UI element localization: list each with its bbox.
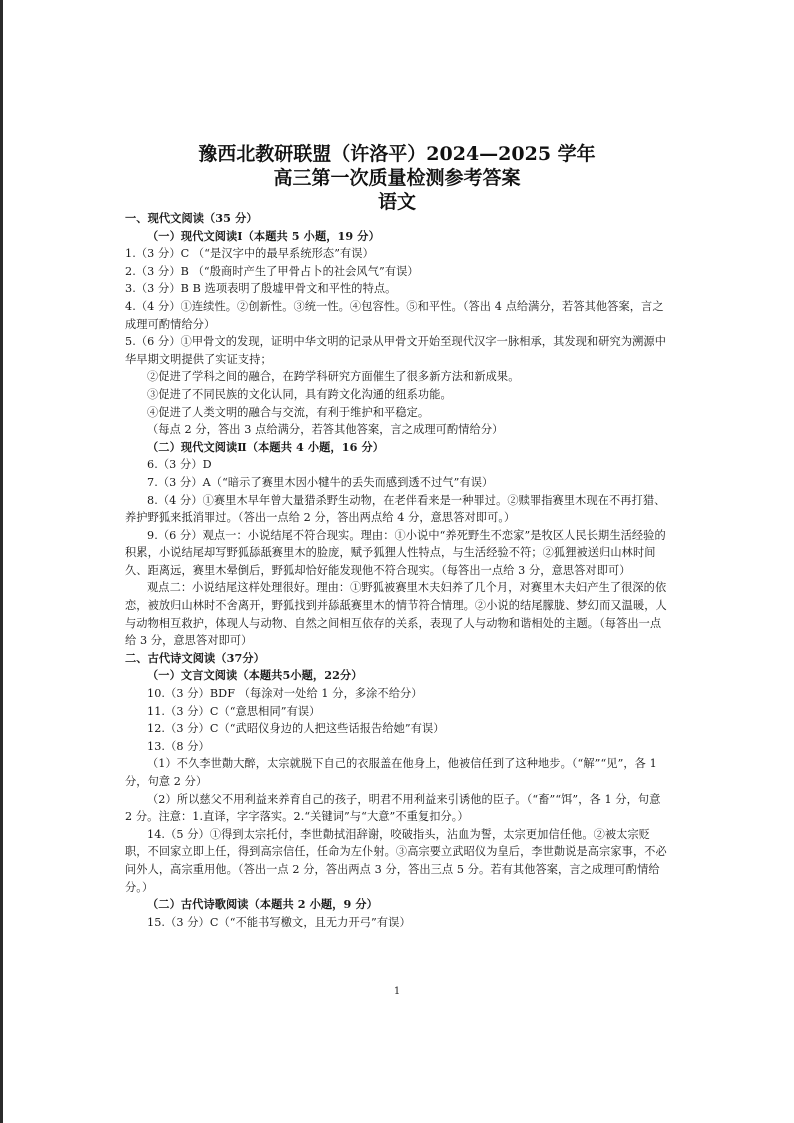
subsection-heading-reading-2: （二）现代文阅读Ⅱ（本题共 4 小题，16 分） bbox=[147, 439, 385, 454]
answer-q8: 8.（4 分）①赛里木早年曾大量猎杀野生动物，在老伴看来是一种罪过。②赎罪指赛里木现在不再打猎、养护野狐来抵消罪过。（答出一点给 2 分，答出两点给 4 分，意思答对即可。） bbox=[125, 493, 666, 525]
answer-body bbox=[125, 210, 670, 931]
answer-q5: 5.（6 分）①甲骨文的发现，证明中华文明的记录从甲骨文开始至现代汉字一脉相承，其发现和研究为溯源中华早期文明提供了实证支持； bbox=[125, 335, 666, 366]
section-heading-modern-reading: 一、现代文阅读（35 分） bbox=[125, 211, 258, 225]
answer-q15: 15.（3 分）C（“不能书写檄文，且无力开弓”有误） bbox=[147, 915, 411, 929]
answer-q13-part-2: （2）所以慈父不用利益来养育自己的孩子，明君不用利益来引诱他的臣子。（“畜”“饵”，各 1 分，句意 2 分。注意：1.直译，字字落实。2.“关键词”与“大意”不重复扣分。） bbox=[125, 792, 661, 824]
answer-q9-view-1: 9.（6 分）观点一：小说结尾不符合现实。理由：①小说中“养死野生不恋家”是牧区人民长期生活经验的积累，小说结尾却写野狐舔舐赛里木的脸庞，赋予狐狸人性特点，与生活经验不符；②狐狸被送归山林时间久、距离远，赛里木晕倒后，野狐却恰好能发现他不符合现实。（每答出一点给 3 分，意思答对即可） bbox=[125, 528, 666, 577]
answer-q12: 12.（3 分）C（“武昭仪身边的人把这些话报告给她”有误） bbox=[147, 722, 445, 736]
answer-q5-point-2: ②促进了学科之间的融合，在跨学科研究方面催生了很多新方法和新成果。 bbox=[147, 370, 520, 384]
answer-q5-point-4: ④促进了人类文明的融合与交流，有利于维护和平稳定。 bbox=[147, 405, 430, 419]
answer-q5-scoring: （每点 2 分，答出 3 点给满分，若答其他答案，言之成理可酌情给分） bbox=[147, 423, 504, 437]
document-subtitle: 高三第一次质量检测参考答案 bbox=[273, 167, 521, 189]
subject-title: 语文 bbox=[377, 191, 416, 213]
answer-q11: 11.（3 分）C（“意思相同”有误） bbox=[147, 704, 321, 718]
document-title: 豫西北教研联盟（许洛平）2024—2025 学年 bbox=[198, 143, 596, 165]
answer-q2: 2.（3 分）B （“殷商时产生了甲骨占卜的社会风气”有误） bbox=[125, 264, 419, 278]
answer-q5-point-3: ③促进了不同民族的文化认同，具有跨文化沟通的纽系功能。 bbox=[147, 387, 452, 401]
subsection-heading-classical-poetry: （二）古代诗歌阅读（本题共 2 小题，9 分） bbox=[147, 897, 378, 912]
page-number: 1 bbox=[393, 986, 401, 997]
answer-q4: 4.（4 分）①连续性。②创新性。③统一性。④包容性。⑤和平性。（答出 4 点给满分，若答其他答案，言之成理可酌情给分） bbox=[125, 299, 664, 331]
answer-q10: 10.（3 分）BDF （每涂对一处给 1 分，多涂不给分） bbox=[147, 687, 423, 701]
answer-q7: 7.（3 分）A（“暗示了赛里木因小犍牛的丢失而感到透不过气”有误） bbox=[147, 475, 494, 489]
subsection-heading-reading-1: （一）现代文阅读Ⅰ（本题共 5 小题，19 分） bbox=[147, 228, 380, 243]
answer-q3: 3.（3 分）B B 选项表明了殷墟甲骨文和平性的特点。 bbox=[125, 282, 397, 296]
subsection-heading-classical-prose: （一）文言文阅读（本题共5小题，22分） bbox=[147, 668, 363, 683]
answer-q1: 1.（3 分）C （“是汉字中的最早系统形态”有误） bbox=[125, 247, 374, 261]
answer-q13: 13.（8 分） bbox=[147, 739, 210, 753]
answer-q14: 14.（5 分）①得到太宗托付，李世勣拭泪辞谢，咬破指头，沾血为誓，太宗更加信任他。②被太宗贬职，不回家立即上任，得到高宗信任，任命为左仆射。③高宗要立武昭仪为皇后，李世勣说是高宗家事，不必问外人，高宗重用他。（答出一点 2 分，答出两点 3 分，答出三点 5 分。若有其他答案，言之成理可酌情给分。） bbox=[125, 827, 667, 894]
section-heading-classical-reading: 二、古代诗文阅读（37分） bbox=[125, 650, 265, 665]
answer-q13-part-1: （1）不久李世勣大醉，太宗就脱下自己的衣服盖在他身上，他被信任到了这种地步。（“解”“见”，各 1 分，句意 2 分） bbox=[125, 757, 657, 788]
answer-q6: 6.（3 分）D bbox=[147, 458, 212, 472]
answer-q9-view-2: 观点二：小说结尾这样处理很好。理由：①野狐被赛里木夫妇养了几个月，对赛里木夫妇产生了很深的依恋，被放归山林时不舍离开，野狐找到并舔舐赛里木的情节符合情理。②小说的结尾朦胧、梦幻而又温暖，人与动物相互救护，体现人与动物、自然之间相互依存的关系，表现了人与动物和谐相处的主题。（每答出一点给 3 分，意思答对即可） bbox=[125, 581, 667, 648]
